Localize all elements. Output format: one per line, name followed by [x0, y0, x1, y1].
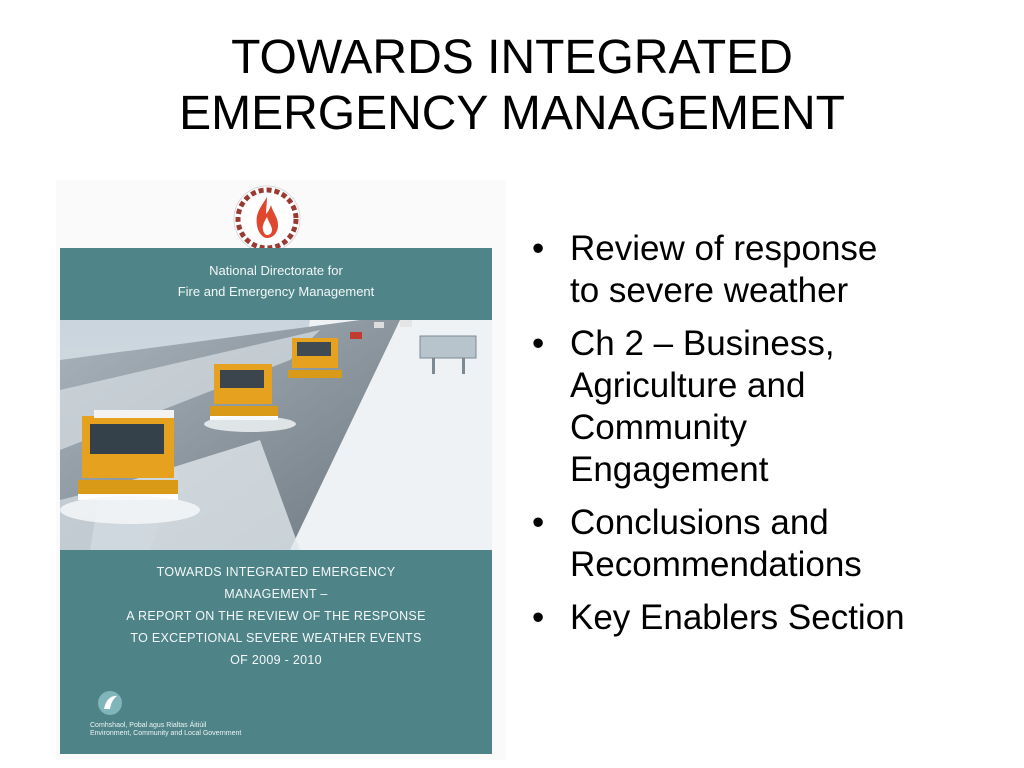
bullet-text: Review of response — [570, 229, 878, 268]
cover-report-line-5: OF 2009 - 2010 — [230, 653, 322, 667]
bullet-item-key-enablers — [530, 597, 1000, 639]
department-line-2: Environment, Community and Local Government — [90, 730, 242, 737]
report-cover — [60, 248, 492, 754]
bullet-item-conclusions — [530, 502, 1000, 586]
cover-report-title — [60, 561, 492, 671]
bullet-text: Ch 2 – Business, — [570, 324, 835, 363]
bullet-text: to severe weather — [570, 271, 849, 310]
department-harp-icon — [96, 689, 124, 717]
bullet-text: Conclusions and — [570, 503, 829, 542]
bullet-text: Agriculture and — [570, 366, 806, 405]
department-name — [90, 722, 241, 738]
title-line-2: EMERGENCY MANAGEMENT — [179, 87, 845, 140]
bullet-list — [530, 228, 1000, 650]
cover-organisation — [60, 260, 492, 302]
bullet-text: Key Enablers Section — [570, 598, 905, 637]
bullet-dot: • — [532, 324, 545, 363]
department-line-1: Comhshaol, Pobal agus Rialtas Áitiúil — [90, 722, 207, 729]
bullet-dot: • — [532, 503, 545, 542]
bullet-item-chapter-2 — [530, 323, 1000, 491]
slide-title — [0, 30, 1024, 142]
cover-report-line-3: A REPORT ON THE REVIEW OF THE RESPONSE — [126, 609, 426, 623]
bullet-text: Recommendations — [570, 545, 862, 584]
bullet-text: Community — [570, 408, 747, 447]
bullet-dot: • — [532, 598, 545, 637]
fire-emergency-seal-icon — [231, 183, 303, 255]
cover-org-line-2: Fire and Emergency Management — [177, 284, 375, 299]
cover-report-line-1: TOWARDS INTEGRATED EMERGENCY — [156, 565, 396, 579]
snow-plough-photo — [60, 320, 492, 550]
bullet-text: Engagement — [570, 450, 769, 489]
cover-org-line-1: National Directorate for — [209, 263, 343, 278]
report-cover-image — [56, 180, 506, 760]
bullet-dot: • — [532, 229, 545, 268]
cover-report-line-4: TO EXCEPTIONAL SEVERE WEATHER EVENTS — [130, 631, 422, 645]
title-line-1: TOWARDS INTEGRATED — [231, 31, 793, 84]
cover-report-line-2: MANAGEMENT – — [224, 587, 328, 601]
bullet-item-review — [530, 228, 1000, 312]
